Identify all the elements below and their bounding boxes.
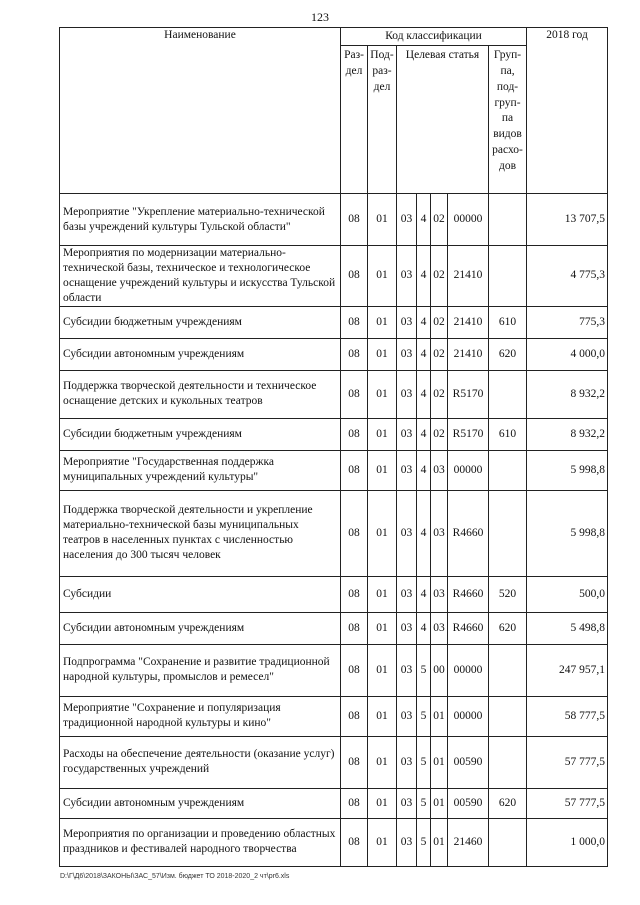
row-amount: 5 498,8 [527, 612, 608, 644]
row-podrazdel: 01 [368, 338, 397, 370]
header-section: Раз-дел [341, 46, 368, 194]
row-razdel: 08 [341, 450, 368, 490]
row-name: Мероприятия по модернизации материально-технической базы, техническое и технологическое оснащение учреждений культуры и искусства Тульской области [60, 246, 341, 307]
row-target-program: 03 [397, 306, 417, 338]
row-expense-type: 610 [489, 306, 527, 338]
row-podrazdel: 01 [368, 246, 397, 307]
header-subsection: Под-раз-дел [368, 46, 397, 194]
table-row [60, 696, 608, 736]
row-target-subprogram: 5 [417, 788, 431, 818]
table-row [60, 306, 608, 338]
row-target-activity: 03 [431, 612, 448, 644]
table-row [60, 418, 608, 450]
row-expense-type [489, 644, 527, 696]
row-target-subprogram: 4 [417, 194, 431, 246]
table-row [60, 246, 608, 307]
row-razdel: 08 [341, 612, 368, 644]
row-amount: 8 932,2 [527, 370, 608, 418]
row-target-program: 03 [397, 644, 417, 696]
row-podrazdel: 01 [368, 418, 397, 450]
row-target-program: 03 [397, 612, 417, 644]
row-podrazdel: 01 [368, 612, 397, 644]
row-amount: 4 775,3 [527, 246, 608, 307]
row-target-program: 03 [397, 370, 417, 418]
row-target-program: 03 [397, 194, 417, 246]
table-row [60, 194, 608, 246]
row-expense-type [489, 490, 527, 576]
table-row [60, 736, 608, 788]
row-expense-type: 620 [489, 338, 527, 370]
row-amount: 247 957,1 [527, 644, 608, 696]
row-amount: 57 777,5 [527, 788, 608, 818]
row-expense-type [489, 194, 527, 246]
row-target-subprogram: 5 [417, 644, 431, 696]
row-podrazdel: 01 [368, 450, 397, 490]
row-target-activity: 03 [431, 576, 448, 612]
row-target-activity: 02 [431, 246, 448, 307]
table-row [60, 788, 608, 818]
row-razdel: 08 [341, 818, 368, 866]
row-podrazdel: 01 [368, 696, 397, 736]
row-target-program: 03 [397, 736, 417, 788]
row-target-subprogram: 4 [417, 418, 431, 450]
row-target-program: 03 [397, 490, 417, 576]
row-podrazdel: 01 [368, 818, 397, 866]
row-name: Мероприятия по организации и проведению областных праздников и фестивалей народного творчества [60, 818, 341, 866]
row-target-activity: 00 [431, 644, 448, 696]
header-name: Наименование [60, 28, 341, 194]
row-name: Субсидии бюджетным учреждениям [60, 306, 341, 338]
row-target-subprogram: 4 [417, 246, 431, 307]
header-code: Код классификации [341, 28, 527, 46]
row-target-program: 03 [397, 246, 417, 307]
row-podrazdel: 01 [368, 306, 397, 338]
budget-table [59, 27, 608, 867]
row-name: Подпрограмма "Сохранение и развитие традиционной народной культуры, промыслов и ремесел" [60, 644, 341, 696]
row-razdel: 08 [341, 370, 368, 418]
row-target-subprogram: 4 [417, 370, 431, 418]
row-razdel: 08 [341, 644, 368, 696]
row-target-direction: 00590 [448, 736, 489, 788]
row-expense-type [489, 450, 527, 490]
row-target-direction: R5170 [448, 370, 489, 418]
row-name: Субсидии бюджетным учреждениям [60, 418, 341, 450]
row-target-activity: 02 [431, 306, 448, 338]
row-expense-type [489, 736, 527, 788]
row-target-activity: 01 [431, 736, 448, 788]
row-expense-type [489, 818, 527, 866]
row-target-activity: 03 [431, 450, 448, 490]
row-target-direction: 00590 [448, 788, 489, 818]
row-razdel: 08 [341, 490, 368, 576]
row-expense-type: 520 [489, 576, 527, 612]
row-name: Поддержка творческой деятельности и техническое оснащение детских и кукольных театров [60, 370, 341, 418]
row-target-subprogram: 5 [417, 696, 431, 736]
row-target-program: 03 [397, 418, 417, 450]
row-target-program: 03 [397, 450, 417, 490]
row-target-program: 03 [397, 696, 417, 736]
row-target-subprogram: 4 [417, 576, 431, 612]
row-target-program: 03 [397, 788, 417, 818]
row-razdel: 08 [341, 338, 368, 370]
row-name: Мероприятие "Укрепление материально-технической базы учреждений культуры Тульской области" [60, 194, 341, 246]
row-expense-type [489, 246, 527, 307]
row-target-activity: 02 [431, 370, 448, 418]
table-row [60, 612, 608, 644]
header-year: 2018 год [527, 28, 608, 194]
row-amount: 13 707,5 [527, 194, 608, 246]
row-razdel: 08 [341, 246, 368, 307]
table-row [60, 338, 608, 370]
row-target-subprogram: 5 [417, 736, 431, 788]
row-amount: 4 000,0 [527, 338, 608, 370]
row-name: Субсидии автономным учреждениям [60, 338, 341, 370]
row-amount: 5 998,8 [527, 490, 608, 576]
row-razdel: 08 [341, 696, 368, 736]
row-razdel: 08 [341, 418, 368, 450]
row-razdel: 08 [341, 306, 368, 338]
row-target-direction: 21410 [448, 246, 489, 307]
row-amount: 500,0 [527, 576, 608, 612]
row-razdel: 08 [341, 788, 368, 818]
row-podrazdel: 01 [368, 576, 397, 612]
header-group: Груп-па, под-груп-па видов расхо-дов [489, 46, 527, 194]
row-target-activity: 03 [431, 490, 448, 576]
table-row [60, 818, 608, 866]
row-target-subprogram: 4 [417, 306, 431, 338]
row-name: Поддержка творческой деятельности и укрепление материально-технической базы муниципальных театров в населенных пунктах с численностью населения до 300 тысяч человек [60, 490, 341, 576]
row-amount: 5 998,8 [527, 450, 608, 490]
row-name: Субсидии [60, 576, 341, 612]
row-target-program: 03 [397, 338, 417, 370]
row-amount: 58 777,5 [527, 696, 608, 736]
row-expense-type [489, 370, 527, 418]
table-body [60, 194, 608, 867]
row-name: Субсидии автономным учреждениям [60, 612, 341, 644]
row-target-direction: 00000 [448, 644, 489, 696]
row-target-activity: 02 [431, 418, 448, 450]
row-expense-type: 620 [489, 612, 527, 644]
row-podrazdel: 01 [368, 370, 397, 418]
row-podrazdel: 01 [368, 194, 397, 246]
row-razdel: 08 [341, 736, 368, 788]
table-row [60, 576, 608, 612]
row-target-direction: R4660 [448, 612, 489, 644]
row-name: Мероприятие "Сохранение и популяризация традиционной народной культуры и кино" [60, 696, 341, 736]
row-target-subprogram: 4 [417, 450, 431, 490]
row-razdel: 08 [341, 576, 368, 612]
row-amount: 8 932,2 [527, 418, 608, 450]
row-name: Субсидии автономным учреждениям [60, 788, 341, 818]
row-amount: 57 777,5 [527, 736, 608, 788]
row-razdel: 08 [341, 194, 368, 246]
row-target-activity: 02 [431, 338, 448, 370]
row-target-direction: 00000 [448, 696, 489, 736]
row-target-direction: R4660 [448, 490, 489, 576]
row-amount: 775,3 [527, 306, 608, 338]
row-expense-type: 620 [489, 788, 527, 818]
table-row [60, 370, 608, 418]
row-target-activity: 02 [431, 194, 448, 246]
file-path-footer: D:\Г\Д6\2018\ЗАКОНЫ\ЗАС_57\Изм. бюджет ТО 2018-2020_2 чт\pr6.xls [60, 873, 290, 880]
row-expense-type: 610 [489, 418, 527, 450]
row-target-subprogram: 4 [417, 612, 431, 644]
row-target-direction: 21460 [448, 818, 489, 866]
row-target-subprogram: 4 [417, 338, 431, 370]
header-target: Целевая статья [397, 46, 489, 194]
table-row [60, 490, 608, 576]
row-amount: 1 000,0 [527, 818, 608, 866]
row-target-direction: 21410 [448, 338, 489, 370]
row-target-activity: 01 [431, 818, 448, 866]
row-target-direction: 21410 [448, 306, 489, 338]
row-target-direction: 00000 [448, 450, 489, 490]
row-podrazdel: 01 [368, 490, 397, 576]
row-target-direction: R4660 [448, 576, 489, 612]
page-number: 123 [311, 10, 329, 24]
row-target-program: 03 [397, 818, 417, 866]
row-podrazdel: 01 [368, 644, 397, 696]
row-name: Мероприятие "Государственная поддержка муниципальных учреждений культуры" [60, 450, 341, 490]
row-podrazdel: 01 [368, 788, 397, 818]
row-target-direction: R5170 [448, 418, 489, 450]
row-target-activity: 01 [431, 788, 448, 818]
row-target-direction: 00000 [448, 194, 489, 246]
row-name: Расходы на обеспечение деятельности (оказание услуг) государственных учреждений [60, 736, 341, 788]
table-header [60, 28, 608, 194]
row-target-subprogram: 5 [417, 818, 431, 866]
row-expense-type [489, 696, 527, 736]
row-target-subprogram: 4 [417, 490, 431, 576]
row-target-program: 03 [397, 576, 417, 612]
row-target-activity: 01 [431, 696, 448, 736]
table-row [60, 450, 608, 490]
table-row [60, 644, 608, 696]
row-podrazdel: 01 [368, 736, 397, 788]
